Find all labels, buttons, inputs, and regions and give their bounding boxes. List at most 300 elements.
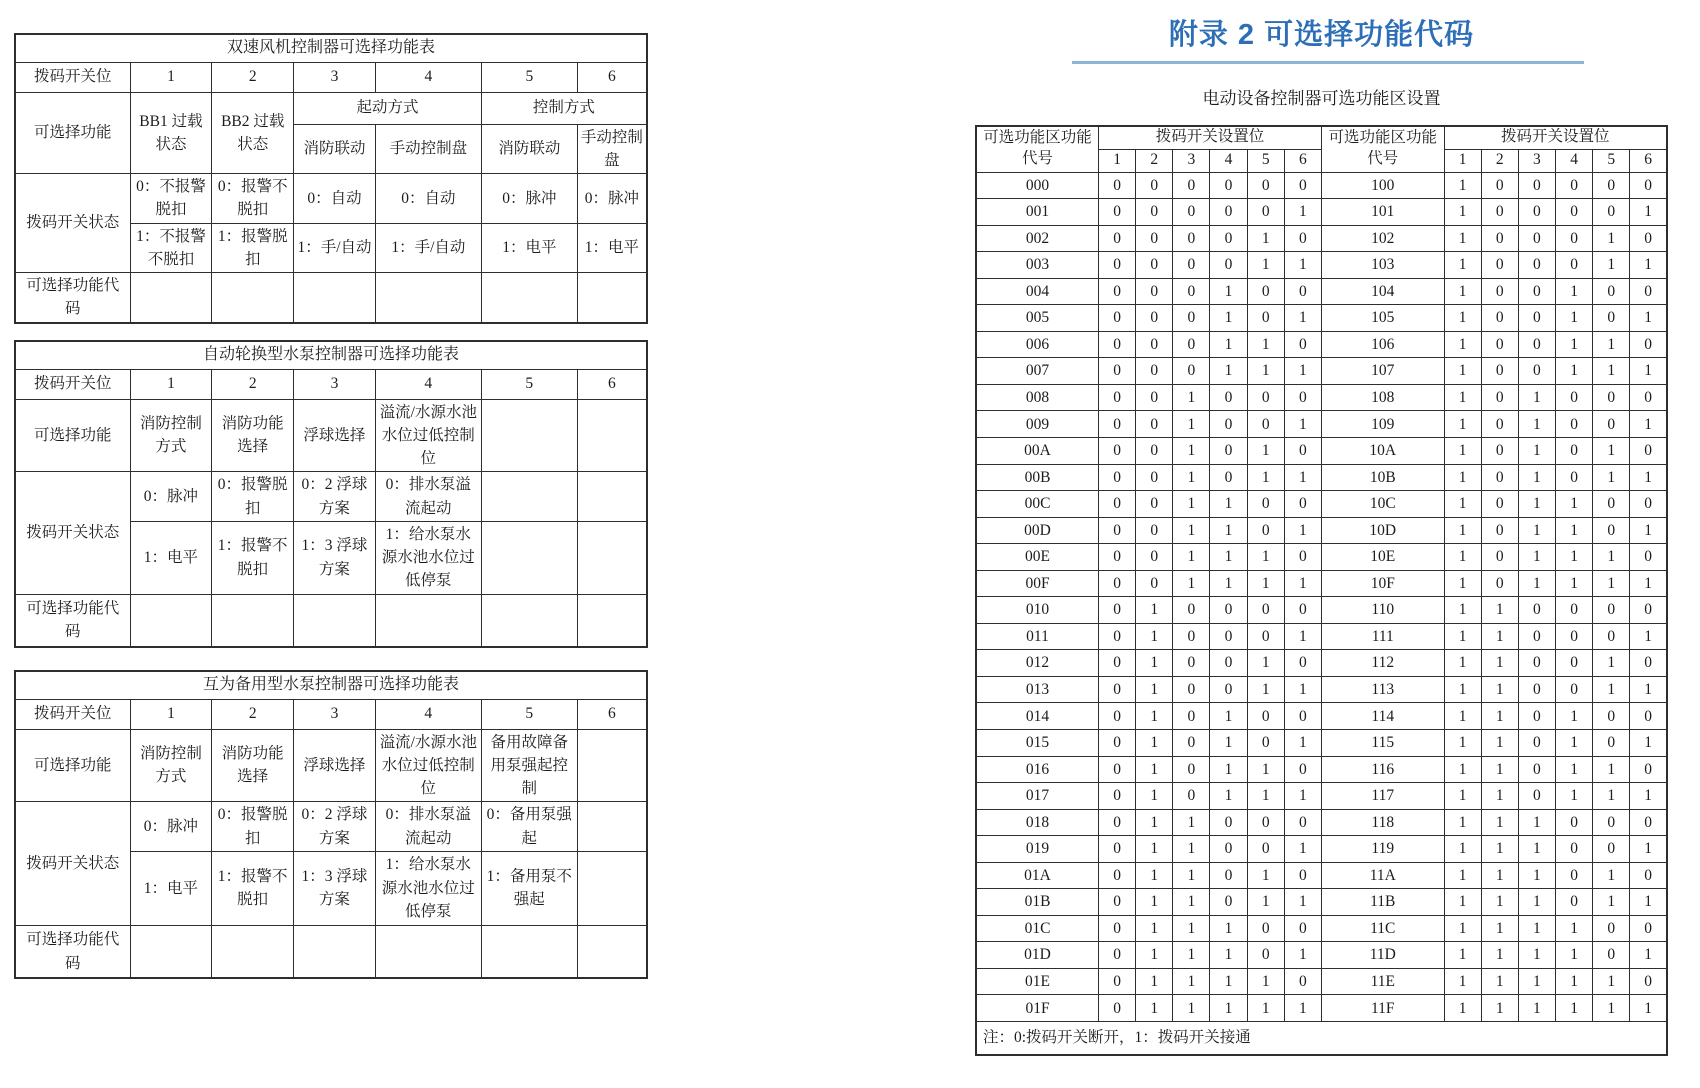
dip-bit-cell: 1 <box>1444 889 1481 916</box>
function-code-cell: 115 <box>1322 729 1445 756</box>
dip-bit-cell: 1 <box>1247 331 1284 358</box>
dip-bit-cell: 0 <box>1593 729 1630 756</box>
dip-bit-cell: 1 <box>1173 544 1210 571</box>
function-code-cell: 117 <box>1322 783 1445 810</box>
dip-bit-cell: 1 <box>1284 464 1321 491</box>
header-function-code: 可选功能区功能代号 <box>1322 126 1445 172</box>
function-code-cell: 000 <box>976 172 1099 199</box>
dip-bit-cell: 1 <box>1481 756 1518 783</box>
function-code-cell: 001 <box>976 199 1099 226</box>
dip-bit-cell: 0 <box>1518 172 1555 199</box>
code-row <box>976 437 1667 464</box>
dip-bit-cell: 0 <box>1555 623 1592 650</box>
function-code-cell: 017 <box>976 783 1099 810</box>
state0-cell: 0：不报警脱扣 <box>130 174 212 224</box>
state1-cell: 1：报警不脱扣 <box>212 851 294 925</box>
dip-bit-cell: 0 <box>1593 517 1630 544</box>
dip-bit-cell: 0 <box>1284 172 1321 199</box>
dip-bit-cell: 1 <box>1173 384 1210 411</box>
dip-bit-cell: 0 <box>1555 225 1592 252</box>
dip-bit-cell: 1 <box>1593 464 1630 491</box>
code-row <box>976 703 1667 730</box>
dip-bit-cell: 1 <box>1630 464 1667 491</box>
dip-bit-cell: 0 <box>1136 252 1173 279</box>
dip-bit-cell: 0 <box>1099 517 1136 544</box>
function-code-table <box>975 125 1668 1056</box>
dip-bit-cell: 1 <box>1210 491 1247 518</box>
state0-cell: 0：报警脱扣 <box>212 472 294 522</box>
dip-bit-cell: 1 <box>1593 544 1630 571</box>
function-code-cell: 100 <box>1322 172 1445 199</box>
dip-bit-cell: 1 <box>1210 915 1247 942</box>
code-row <box>976 384 1667 411</box>
function-cell: 消防功能选择 <box>212 399 294 472</box>
dip-bit-cell: 0 <box>1284 225 1321 252</box>
function-cell: BB2 过载状态 <box>212 92 294 174</box>
dip-bit-cell: 0 <box>1630 968 1667 995</box>
dip-bit-cell: 0 <box>1099 597 1136 624</box>
dip-bit-cell: 1 <box>1593 570 1630 597</box>
dip-bit-cell: 1 <box>1136 703 1173 730</box>
dip-bit-cell: 1 <box>1210 783 1247 810</box>
function-code-cell: 003 <box>976 252 1099 279</box>
dip-bit-cell: 0 <box>1099 172 1136 199</box>
dip-bit-cell: 1 <box>1444 915 1481 942</box>
dip-bit-cell: 0 <box>1099 650 1136 677</box>
dip-bit-cell: 0 <box>1099 889 1136 916</box>
dip-bit-cell: 0 <box>1247 836 1284 863</box>
dip-bit-cell: 1 <box>1593 676 1630 703</box>
dip-bit-cell: 0 <box>1210 252 1247 279</box>
row-label-code: 可选择功能代码 <box>15 594 130 647</box>
state0-cell <box>577 802 647 852</box>
dip-bit-cell: 0 <box>1247 517 1284 544</box>
dip-bit-cell: 0 <box>1284 331 1321 358</box>
dip-bit-cell: 0 <box>1555 172 1592 199</box>
function-cell: 消防控制方式 <box>130 729 212 802</box>
code-row <box>976 915 1667 942</box>
dip-bit-cell: 1 <box>1173 491 1210 518</box>
code-row <box>976 252 1667 279</box>
dip-bit-cell: 0 <box>1099 676 1136 703</box>
dip-bit-cell: 0 <box>1284 915 1321 942</box>
dip-bit-cell: 1 <box>1284 836 1321 863</box>
dip-bit-cell: 1 <box>1630 517 1667 544</box>
function-cell: 备用故障备用泵强起控制 <box>481 729 577 802</box>
dip-bit-cell: 1 <box>1444 252 1481 279</box>
dip-bit-cell: 0 <box>1136 411 1173 438</box>
dip-bit-cell: 0 <box>1481 225 1518 252</box>
dip-bit-cell: 0 <box>1518 331 1555 358</box>
dip-bit-cell: 0 <box>1630 225 1667 252</box>
function-code-cell: 01F <box>976 995 1099 1022</box>
function-code-cell: 11A <box>1322 862 1445 889</box>
dip-bit-cell: 0 <box>1284 491 1321 518</box>
dip-bit-cell: 0 <box>1593 384 1630 411</box>
position-cell: 2 <box>212 699 294 729</box>
empty-cell <box>212 594 294 647</box>
dip-bit-cell: 0 <box>1481 517 1518 544</box>
dip-bit-cell: 0 <box>1518 305 1555 332</box>
dip-bit-cell: 0 <box>1518 199 1555 226</box>
dip-bit-cell: 0 <box>1099 437 1136 464</box>
dip-bit-cell: 1 <box>1136 942 1173 969</box>
dip-bit-cell: 0 <box>1593 703 1630 730</box>
empty-cell <box>577 925 647 978</box>
position-cell: 5 <box>481 699 577 729</box>
state1-cell: 1：电平 <box>577 223 647 273</box>
dip-bit-cell: 1 <box>1136 995 1173 1022</box>
dip-bit-cell: 0 <box>1284 278 1321 305</box>
dip-bit-cell: 0 <box>1136 464 1173 491</box>
dip-bit-cell: 0 <box>1284 809 1321 836</box>
dip-bit-cell: 0 <box>1099 729 1136 756</box>
function-cell: 溢流/水源水池水位过低控制位 <box>375 399 481 472</box>
function-code-cell: 10E <box>1322 544 1445 571</box>
dip-bit-cell: 1 <box>1173 411 1210 438</box>
function-code-cell: 01C <box>976 915 1099 942</box>
dip-bit-cell: 0 <box>1247 384 1284 411</box>
dip-bit-cell: 0 <box>1247 172 1284 199</box>
dip-bit-cell: 0 <box>1173 756 1210 783</box>
dip-bit-cell: 0 <box>1099 968 1136 995</box>
dip-bit-cell: 1 <box>1593 331 1630 358</box>
dip-bit-cell: 0 <box>1099 331 1136 358</box>
dip-bit-cell: 1 <box>1630 889 1667 916</box>
code-row <box>976 676 1667 703</box>
header-function-code: 可选功能区功能代号 <box>976 126 1099 172</box>
function-code-cell: 110 <box>1322 597 1445 624</box>
dip-bit-cell: 0 <box>1284 968 1321 995</box>
dip-bit-cell: 1 <box>1555 570 1592 597</box>
function-code-cell: 10B <box>1322 464 1445 491</box>
code-row <box>976 809 1667 836</box>
function-code-cell: 113 <box>1322 676 1445 703</box>
dip-bit-cell: 1 <box>1136 783 1173 810</box>
dip-bit-cell: 0 <box>1593 305 1630 332</box>
code-row <box>976 995 1667 1022</box>
position-cell: 6 <box>577 62 647 92</box>
dip-bit-cell: 1 <box>1247 544 1284 571</box>
dip-bit-cell: 1 <box>1210 703 1247 730</box>
dip-bit-cell: 0 <box>1518 358 1555 385</box>
dip-bit-cell: 0 <box>1481 384 1518 411</box>
function-cell: 消防控制方式 <box>130 399 212 472</box>
dip-bit-cell: 0 <box>1593 172 1630 199</box>
dip-bit-cell: 1 <box>1210 756 1247 783</box>
row-label-positions: 拨码开关位 <box>15 369 130 399</box>
dip-bit-cell: 0 <box>1284 437 1321 464</box>
dip-bit-cell: 1 <box>1284 676 1321 703</box>
dip-bit-cell: 1 <box>1136 862 1173 889</box>
dip-bit-cell: 1 <box>1444 358 1481 385</box>
empty-cell <box>212 925 294 978</box>
state1-cell: 1：报警不脱扣 <box>212 521 294 594</box>
dip-bit-cell: 0 <box>1136 544 1173 571</box>
position-cell: 3 <box>294 62 376 92</box>
dip-bit-cell: 1 <box>1444 384 1481 411</box>
function-code-cell: 119 <box>1322 836 1445 863</box>
dip-bit-cell: 0 <box>1099 570 1136 597</box>
dip-bit-cell: 0 <box>1481 464 1518 491</box>
state0-cell: 0：脉冲 <box>130 472 212 522</box>
dip-bit-cell: 0 <box>1481 331 1518 358</box>
dip-bit-cell: 1 <box>1173 889 1210 916</box>
state0-cell: 0：自动 <box>294 174 376 224</box>
dip-bit-cell: 0 <box>1518 703 1555 730</box>
function-code-cell: 016 <box>976 756 1099 783</box>
dip-bit-cell: 1 <box>1284 729 1321 756</box>
function-sub-cell: 消防联动 <box>481 124 577 174</box>
code-row <box>976 305 1667 332</box>
function-code-cell: 00A <box>976 437 1099 464</box>
dip-bit-cell: 1 <box>1593 437 1630 464</box>
dip-bit-cell: 1 <box>1444 278 1481 305</box>
dip-bit-cell: 1 <box>1555 517 1592 544</box>
dip-bit-cell: 1 <box>1210 995 1247 1022</box>
dip-bit-cell: 1 <box>1284 199 1321 226</box>
dip-bit-cell: 1 <box>1247 783 1284 810</box>
code-row <box>976 570 1667 597</box>
bit-position-header: 6 <box>1630 149 1667 172</box>
dip-bit-cell: 1 <box>1481 942 1518 969</box>
empty-cell <box>130 925 212 978</box>
function-cell <box>481 399 577 472</box>
dip-bit-cell: 0 <box>1630 544 1667 571</box>
header-dip-switch: 拨码开关设置位 <box>1099 126 1322 149</box>
dip-bit-cell: 0 <box>1099 809 1136 836</box>
dip-bit-cell: 1 <box>1444 199 1481 226</box>
state1-cell: 1：3 浮球方案 <box>294 851 376 925</box>
dip-bit-cell: 0 <box>1136 491 1173 518</box>
dip-bit-cell: 0 <box>1481 252 1518 279</box>
state1-cell: 1：备用泵不强起 <box>481 851 577 925</box>
dip-bit-cell: 1 <box>1481 995 1518 1022</box>
dip-bit-cell: 0 <box>1630 491 1667 518</box>
dip-bit-cell: 0 <box>1518 650 1555 677</box>
dip-bit-cell: 0 <box>1099 252 1136 279</box>
dip-bit-cell: 1 <box>1247 676 1284 703</box>
state1-cell: 1：报警脱扣 <box>212 223 294 273</box>
rotation-pump-function-table <box>14 340 648 648</box>
dip-bit-cell: 0 <box>1555 464 1592 491</box>
dip-bit-cell: 0 <box>1593 623 1630 650</box>
function-code-cell: 006 <box>976 331 1099 358</box>
empty-cell <box>294 273 376 323</box>
dip-bit-cell: 1 <box>1481 968 1518 995</box>
position-cell: 4 <box>375 699 481 729</box>
dip-bit-cell: 0 <box>1210 225 1247 252</box>
function-sub-cell: 消防联动 <box>294 124 376 174</box>
dip-bit-cell: 0 <box>1173 597 1210 624</box>
dip-bit-cell: 0 <box>1099 915 1136 942</box>
dip-bit-cell: 0 <box>1247 411 1284 438</box>
dip-bit-cell: 0 <box>1173 783 1210 810</box>
dip-bit-cell: 1 <box>1444 597 1481 624</box>
empty-cell <box>577 594 647 647</box>
dip-bit-cell: 0 <box>1630 331 1667 358</box>
dip-bit-cell: 1 <box>1593 783 1630 810</box>
dip-bit-cell: 0 <box>1518 278 1555 305</box>
function-code-cell: 013 <box>976 676 1099 703</box>
dip-bit-cell: 1 <box>1518 464 1555 491</box>
dip-bit-cell: 1 <box>1173 437 1210 464</box>
position-cell: 5 <box>481 369 577 399</box>
empty-cell <box>481 925 577 978</box>
dip-bit-cell: 0 <box>1630 597 1667 624</box>
dip-bit-cell: 1 <box>1630 676 1667 703</box>
dip-bit-cell: 1 <box>1210 544 1247 571</box>
dip-bit-cell: 0 <box>1099 783 1136 810</box>
dip-bit-cell: 1 <box>1136 729 1173 756</box>
state1-cell: 1：给水泵水源水池水位过低停泵 <box>375 851 481 925</box>
dip-bit-cell: 0 <box>1555 862 1592 889</box>
note-row <box>976 1022 1667 1056</box>
dip-bit-cell: 1 <box>1593 889 1630 916</box>
state0-cell: 0：自动 <box>375 174 481 224</box>
bit-position-header: 5 <box>1593 149 1630 172</box>
dip-bit-cell: 1 <box>1555 544 1592 571</box>
dip-bit-cell: 0 <box>1518 783 1555 810</box>
function-code-cell: 015 <box>976 729 1099 756</box>
dip-bit-cell: 1 <box>1481 836 1518 863</box>
function-sub-cell: 手动控制盘 <box>577 124 647 174</box>
dip-bit-cell: 0 <box>1284 384 1321 411</box>
dip-bit-cell: 0 <box>1593 809 1630 836</box>
dip-bit-cell: 0 <box>1136 305 1173 332</box>
bit-position-header: 6 <box>1284 149 1321 172</box>
fan-controller-function-table <box>14 33 648 324</box>
function-code-cell: 00E <box>976 544 1099 571</box>
function-code-cell: 002 <box>976 225 1099 252</box>
dip-bit-cell: 1 <box>1210 942 1247 969</box>
state0-cell: 0：报警不脱扣 <box>212 174 294 224</box>
position-cell: 2 <box>212 62 294 92</box>
dip-bit-cell: 0 <box>1593 278 1630 305</box>
dip-bit-cell: 0 <box>1555 411 1592 438</box>
code-row <box>976 517 1667 544</box>
empty-cell <box>294 594 376 647</box>
dip-bit-cell: 1 <box>1593 968 1630 995</box>
function-code-cell: 108 <box>1322 384 1445 411</box>
dip-bit-cell: 0 <box>1518 252 1555 279</box>
dip-bit-cell: 1 <box>1444 783 1481 810</box>
dip-bit-cell: 0 <box>1099 199 1136 226</box>
state0-cell: 0：脉冲 <box>577 174 647 224</box>
appendix-title: 附录 2 可选择功能代码 <box>1168 19 1475 51</box>
dip-bit-cell: 1 <box>1630 942 1667 969</box>
dip-bit-cell: 0 <box>1099 225 1136 252</box>
function-code-cell: 01B <box>976 889 1099 916</box>
dip-bit-cell: 1 <box>1444 703 1481 730</box>
dip-bit-cell: 0 <box>1136 517 1173 544</box>
empty-cell <box>130 594 212 647</box>
dip-bit-cell: 1 <box>1247 756 1284 783</box>
dip-bit-cell: 0 <box>1099 995 1136 1022</box>
dip-bit-cell: 1 <box>1247 968 1284 995</box>
bit-position-header: 1 <box>1444 149 1481 172</box>
bit-position-header: 1 <box>1099 149 1136 172</box>
dip-bit-cell: 0 <box>1593 491 1630 518</box>
dip-bit-cell: 1 <box>1518 809 1555 836</box>
position-cell: 3 <box>294 369 376 399</box>
dip-bit-cell: 0 <box>1284 544 1321 571</box>
dip-bit-cell: 0 <box>1136 358 1173 385</box>
row-label-positions: 拨码开关位 <box>15 62 130 92</box>
dip-bit-cell: 1 <box>1136 756 1173 783</box>
function-cell: 浮球选择 <box>294 399 376 472</box>
state0-cell: 0：2 浮球方案 <box>294 472 376 522</box>
state1-cell: 1：不报警不脱扣 <box>130 223 212 273</box>
function-code-cell: 11F <box>1322 995 1445 1022</box>
dip-bit-cell: 0 <box>1481 172 1518 199</box>
dip-bit-cell: 0 <box>1481 411 1518 438</box>
dip-bit-cell: 0 <box>1518 676 1555 703</box>
dip-bit-cell: 0 <box>1136 172 1173 199</box>
dip-bit-cell: 1 <box>1247 570 1284 597</box>
code-row <box>976 942 1667 969</box>
dip-bit-cell: 1 <box>1173 517 1210 544</box>
dip-bit-cell: 0 <box>1173 305 1210 332</box>
function-code-cell: 109 <box>1322 411 1445 438</box>
dip-bit-cell: 1 <box>1247 862 1284 889</box>
dip-bit-cell: 0 <box>1136 225 1173 252</box>
dip-bit-cell: 1 <box>1444 729 1481 756</box>
state1-cell: 1：手/自动 <box>375 223 481 273</box>
function-code-cell: 10F <box>1322 570 1445 597</box>
function-code-cell: 008 <box>976 384 1099 411</box>
dip-bit-cell: 1 <box>1481 809 1518 836</box>
function-code-cell: 01E <box>976 968 1099 995</box>
code-row <box>976 331 1667 358</box>
dip-bit-cell: 0 <box>1593 915 1630 942</box>
dip-bit-cell: 0 <box>1210 676 1247 703</box>
dip-bit-cell: 0 <box>1247 915 1284 942</box>
dip-bit-cell: 1 <box>1136 650 1173 677</box>
function-code-cell: 112 <box>1322 650 1445 677</box>
dip-bit-cell: 0 <box>1630 384 1667 411</box>
bit-position-header: 2 <box>1136 149 1173 172</box>
dip-bit-cell: 1 <box>1481 676 1518 703</box>
dip-bit-cell: 1 <box>1210 570 1247 597</box>
dip-bit-cell: 1 <box>1173 942 1210 969</box>
dip-bit-cell: 1 <box>1247 650 1284 677</box>
code-row <box>976 756 1667 783</box>
function-code-cell: 102 <box>1322 225 1445 252</box>
dip-bit-cell: 1 <box>1284 305 1321 332</box>
dip-bit-cell: 0 <box>1173 703 1210 730</box>
dip-bit-cell: 0 <box>1555 384 1592 411</box>
dip-bit-cell: 1 <box>1136 915 1173 942</box>
function-group-cell: 起动方式 <box>294 92 482 124</box>
dip-bit-cell: 1 <box>1444 809 1481 836</box>
row-label-functions: 可选择功能 <box>15 729 130 802</box>
dip-bit-cell: 1 <box>1210 968 1247 995</box>
empty-cell <box>212 273 294 323</box>
row-label-code: 可选择功能代码 <box>15 273 130 323</box>
dip-bit-cell: 0 <box>1210 172 1247 199</box>
dip-bit-cell: 0 <box>1555 597 1592 624</box>
function-code-cell: 107 <box>1322 358 1445 385</box>
function-code-cell: 11B <box>1322 889 1445 916</box>
function-code-cell: 010 <box>976 597 1099 624</box>
dip-bit-cell: 0 <box>1173 172 1210 199</box>
state1-cell: 1：电平 <box>130 521 212 594</box>
dip-bit-cell: 0 <box>1555 650 1592 677</box>
dip-bit-cell: 1 <box>1555 358 1592 385</box>
bit-position-header: 4 <box>1210 149 1247 172</box>
dip-bit-cell: 0 <box>1099 756 1136 783</box>
